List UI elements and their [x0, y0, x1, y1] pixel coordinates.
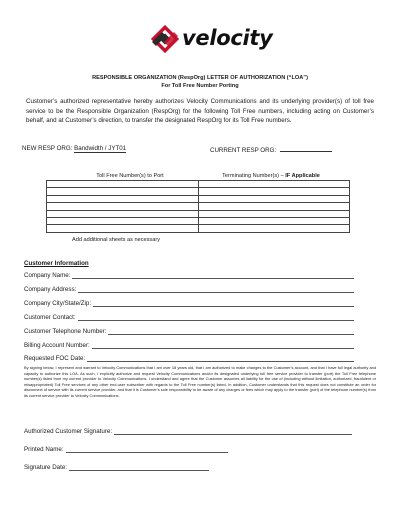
table-row	[47, 210, 350, 217]
customer-field-row	[24, 286, 354, 293]
terminating-number-cell[interactable]	[198, 181, 350, 188]
legal-paragraph: By signing below, I represent and warrant to Velocity Communications that I am over 18 years old, that I am authorized to make changes to the Customer’s account, and that I have full legal authority and capacity to authorize this LOA. As such, I explicitly authorize and request Velocity Communications and/or its designated underlying toll free service provider to transfer (port) the Toll Free telephone number(s) listed from my current provider to Velocity Communications. I understand and agree that the Customer assumes all liability for the use of (including without limitation, authorized, fraudulent or misappropriated) Toll Free services of any other end-user subscriber with regards to the Toll Free number(s) listed. In addition, Customer understands that this request does not constitute an order for disconnect of service with its current service provider, and that it is Customer’s sole responsibility to be aware of any charges or fees which may apply to the transfer (port) of the telephone number(s) from its current service provider to Velocity Communications.	[24, 365, 376, 398]
table-row	[47, 203, 350, 210]
logo-wordmark: velocity	[182, 26, 273, 50]
signature-date-field[interactable]	[69, 464, 209, 471]
terminating-number-cell[interactable]	[198, 217, 350, 224]
numbers-table	[46, 180, 350, 233]
table-row	[47, 225, 350, 232]
toll-free-number-cell[interactable]	[47, 203, 199, 210]
customer-field-row	[24, 355, 354, 362]
customer-field-label: Requested FOC Date:	[24, 355, 86, 362]
toll-free-number-cell[interactable]	[47, 195, 199, 202]
terminating-header-text: Terminating Number(s) –	[222, 173, 286, 179]
signature-label: Authorized Customer Signature:	[24, 428, 113, 435]
toll-free-number-cell[interactable]	[47, 188, 199, 195]
customer-field-input[interactable]	[87, 355, 354, 362]
customer-field-label: Company Name:	[24, 272, 71, 279]
new-resp-org-label: NEW RESP ORG:	[22, 145, 73, 152]
customer-field-label: Billing Account Number:	[24, 342, 90, 349]
customer-field-row	[24, 272, 354, 279]
current-resp-org	[210, 145, 332, 154]
customer-field-label: Customer Contact:	[24, 314, 76, 321]
new-resp-org-value: Bandwidth / JYT01	[74, 145, 127, 152]
authorization-paragraph: Customer’s authorized representative hereby authorizes Velocity Communications and its underlying provider(s) of toll free service to be the Responsible Organization (RespOrg) for the following Toll Free numbers, including acting on Customer’s behalf, and at Customer’s direction, to transfer the designated RespOrg for its Toll Free numbers.	[26, 98, 374, 124]
signature-row	[24, 428, 352, 435]
customer-field-input[interactable]	[108, 328, 354, 335]
signature-field[interactable]	[114, 428, 352, 435]
add-sheets-note: Add additional sheets as necessary	[71, 237, 160, 243]
toll-free-number-cell[interactable]	[47, 210, 199, 217]
customer-field-input[interactable]	[93, 300, 354, 307]
customer-field-row	[24, 314, 354, 321]
terminating-number-cell[interactable]	[198, 210, 350, 217]
customer-info-title: Customer Information	[24, 260, 89, 267]
terminating-number-cell[interactable]	[198, 203, 350, 210]
toll-free-numbers-header: Toll Free Number(s) to Port	[96, 173, 164, 179]
terminating-number-cell[interactable]	[198, 188, 350, 195]
customer-field-label: Customer Telephone Number:	[24, 328, 107, 335]
current-resp-org-field[interactable]	[280, 145, 332, 152]
customer-field-input[interactable]	[92, 342, 354, 349]
terminating-number-cell[interactable]	[198, 225, 350, 232]
customer-field-label: Company Address:	[24, 286, 77, 293]
customer-field-row	[24, 328, 354, 335]
toll-free-number-cell[interactable]	[47, 181, 199, 188]
table-row	[47, 188, 350, 195]
current-resp-org-label: CURRENT RESP ORG:	[210, 147, 277, 154]
customer-field-input[interactable]	[78, 286, 354, 293]
table-row	[47, 217, 350, 224]
new-resp-org	[22, 145, 126, 153]
signature-date-label: Signature Date:	[24, 464, 67, 471]
printed-name-field[interactable]	[66, 446, 228, 453]
if-applicable-text: IF Applicable	[285, 173, 320, 179]
printed-name-row	[24, 446, 228, 453]
customer-field-input[interactable]	[78, 314, 354, 321]
terminating-number-cell[interactable]	[198, 195, 350, 202]
customer-field-label: Company City/State/Zip:	[24, 300, 92, 307]
table-row	[47, 195, 350, 202]
printed-name-label: Printed Name:	[24, 446, 64, 453]
toll-free-number-cell[interactable]	[47, 225, 199, 232]
document-subtitle: For Toll Free Number Porting	[161, 83, 239, 89]
toll-free-number-cell[interactable]	[47, 217, 199, 224]
customer-field-input[interactable]	[72, 272, 354, 279]
customer-field-row	[24, 300, 354, 307]
customer-field-row	[24, 342, 354, 349]
signature-date-row	[24, 464, 209, 471]
terminating-numbers-header	[192, 173, 350, 179]
table-row	[47, 181, 350, 188]
document-title: RESPONSIBLE ORGANIZATION (RespOrg) LETTER OF AUTHORIZATION (“LOA”)	[92, 75, 308, 81]
